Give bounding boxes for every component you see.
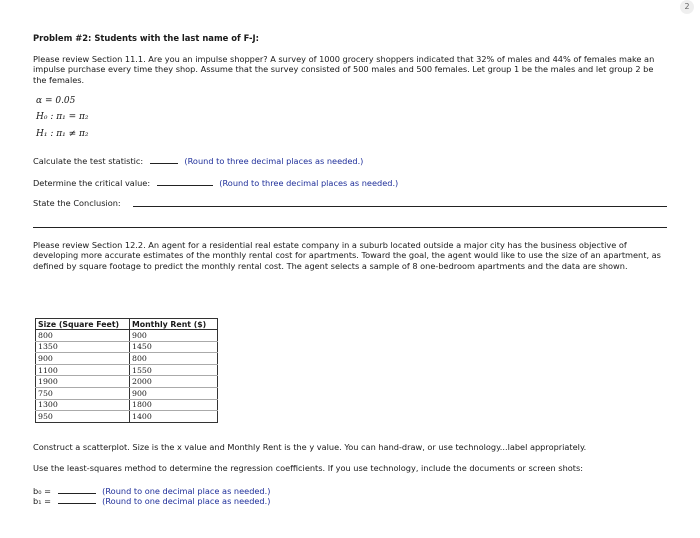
table-cell-rent: 1450 (130, 341, 218, 353)
table-cell-size: 1900 (36, 376, 130, 388)
table-cell-size: 950 (36, 411, 130, 423)
table-row (36, 353, 218, 365)
table-cell-rent: 2000 (130, 376, 218, 388)
table-cell-size: 1350 (36, 341, 130, 353)
b0-hint: (Round to one decimal place as needed.) (102, 486, 271, 496)
b0-label: b₀ = (33, 486, 51, 496)
table-row (36, 364, 218, 376)
table-cell-rent: 1400 (130, 411, 218, 423)
table-cell-size: 800 (36, 330, 130, 342)
scatterplot-instruction: Construct a scatterplot. Size is the x value and Monthly Rent is the y value. You can hand-draw, or use technology...label appropriately. (33, 442, 587, 452)
table-row (36, 411, 218, 423)
alternative-hypothesis: H₁ : π₁ ≠ π₂ (36, 129, 89, 139)
table-row (36, 330, 218, 342)
page-number-badge: 2 (680, 0, 694, 14)
table-cell-rent: 900 (130, 387, 218, 399)
table-cell-size: 900 (36, 353, 130, 365)
critical-value-row (33, 177, 398, 188)
table-header-rent: Monthly Rent ($) (130, 319, 218, 330)
table-cell-size: 1100 (36, 364, 130, 376)
test-statistic-label: Calculate the test statistic: (33, 156, 144, 166)
section1-intro: Please review Section 11.1. Are you an impulse shopper? A survey of 1000 grocery shoppers indicated that 32% of males and 44% of females make an impulse purchase every time they shop. Assume that the survey consisted of 500 males and 500 females. Let group 1 be the males and let group 2 be the females. (33, 54, 655, 85)
table-row (36, 341, 218, 353)
table-cell-size: 750 (36, 387, 130, 399)
conclusion-answer-line[interactable] (133, 206, 667, 207)
table-row (36, 376, 218, 388)
table-cell-rent: 1800 (130, 399, 218, 411)
b1-row (33, 495, 270, 506)
alpha-value: α = 0.05 (36, 96, 76, 106)
b1-label: b₁ = (33, 496, 51, 506)
table-cell-rent: 1550 (130, 364, 218, 376)
critical-value-label: Determine the critical value: (33, 178, 151, 188)
critical-value-hint: (Round to three decimal places as needed.) (219, 178, 399, 188)
problem-title: Problem #2: Students with the last name of F-J: (33, 33, 259, 43)
table-header-size: Size (Square Feet) (36, 319, 130, 330)
table-cell-rent: 800 (130, 353, 218, 365)
least-squares-instruction: Use the least-squares method to determine the regression coefficients. If you use technology, include the documents or screen shots: (33, 463, 584, 473)
section2-intro: Please review Section 12.2. An agent for a residential real estate company in a suburb located outside a major city has the business objective of developing more accurate estimates of the monthly rental cost for apartments. Toward the goal, the agent would like to use the size of an apartment, as defined by square footage to predict the monthly rental cost. The agent selects a sample of 8 one-bedroom apartments and the data are shown. (33, 240, 661, 271)
b1-hint: (Round to one decimal place as needed.) (102, 496, 271, 506)
test-statistic-blank[interactable] (150, 155, 178, 164)
table-header-row (36, 319, 218, 330)
conclusion-answer-line-2[interactable] (33, 227, 667, 228)
table-row (36, 387, 218, 399)
b1-blank[interactable] (58, 495, 96, 504)
apartment-data-table (35, 318, 218, 423)
null-hypothesis: H₀ : π₁ = π₂ (36, 112, 89, 122)
table-cell-size: 1300 (36, 399, 130, 411)
conclusion-label: State the Conclusion: (33, 198, 121, 208)
table-cell-rent: 900 (130, 330, 218, 342)
critical-value-blank[interactable] (157, 177, 213, 186)
table-row (36, 399, 218, 411)
b0-blank[interactable] (58, 485, 96, 494)
test-statistic-row (33, 155, 363, 166)
test-statistic-hint: (Round to three decimal places as needed.) (184, 156, 364, 166)
